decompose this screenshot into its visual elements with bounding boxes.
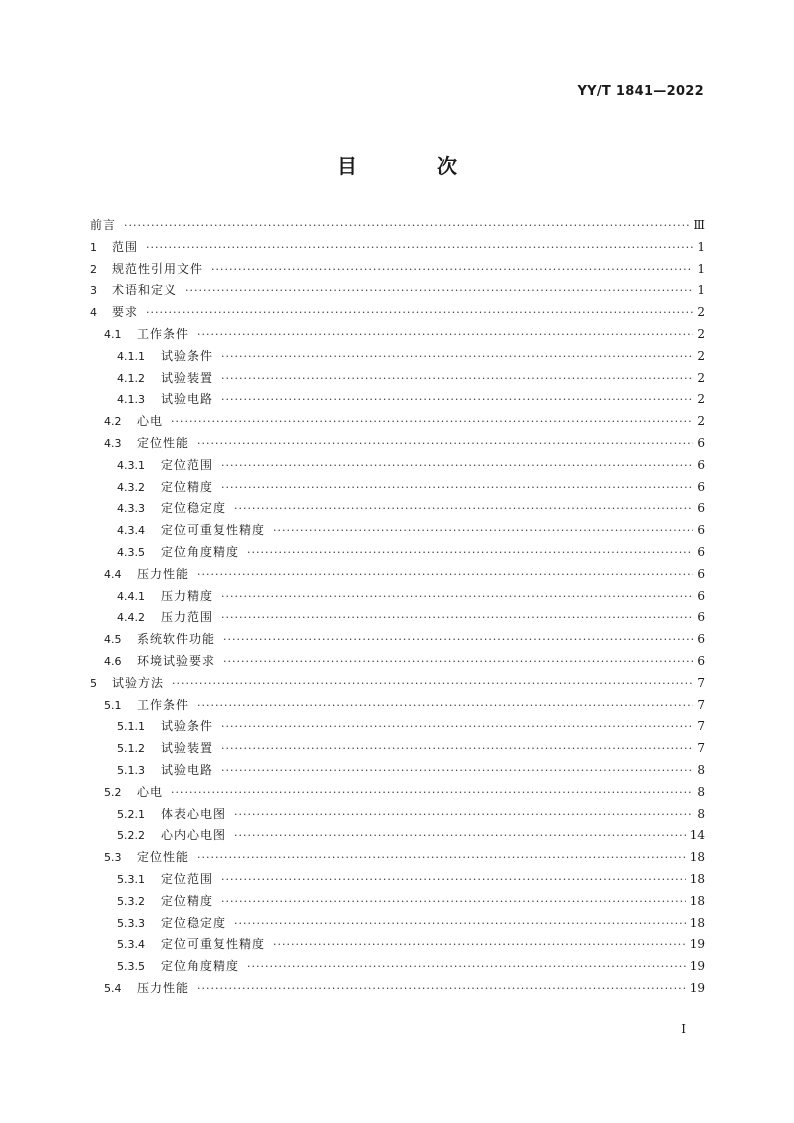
- toc-entry[interactable]: [90, 520, 705, 542]
- toc-entry[interactable]: [90, 651, 705, 673]
- toc-entry-number: 5.3.3: [117, 916, 145, 930]
- toc-leader-dots: [221, 368, 693, 390]
- toc-entry-page: 1: [697, 283, 705, 298]
- toc-entry-page: 1: [697, 239, 705, 254]
- toc-entry-number: 4.3.1: [117, 458, 145, 472]
- toc-entry[interactable]: [90, 586, 705, 608]
- toc-entry-page: 2: [697, 414, 705, 429]
- toc-entry[interactable]: [90, 324, 705, 346]
- toc-entry-label: 规范性引用文件: [112, 261, 204, 276]
- toc-entry-label: 压力范围: [161, 610, 214, 625]
- toc-entry-page: 1: [697, 261, 705, 276]
- toc-entry-page: 6: [697, 610, 705, 625]
- toc-entry-page: 7: [697, 697, 705, 712]
- toc-entry-number: 2: [90, 262, 97, 276]
- toc-entry-label: 试验电路: [161, 392, 214, 407]
- toc-entry[interactable]: [90, 716, 705, 738]
- toc-leader-dots: [234, 825, 686, 847]
- toc-entry-number: 4.1.2: [117, 371, 145, 385]
- toc-leader-dots: [211, 259, 693, 281]
- toc-entry-number: 5.2.2: [117, 829, 145, 843]
- toc-entry-page: 19: [689, 937, 705, 952]
- toc-entry-page: 8: [697, 784, 705, 799]
- toc-entry-number: 5.3: [104, 851, 122, 865]
- toc-entry-label: 试验电路: [161, 762, 214, 777]
- table-of-contents: [90, 215, 705, 1000]
- toc-leader-dots: [197, 564, 693, 586]
- toc-leader-dots: [221, 891, 686, 913]
- toc-entry-number: 4.4: [104, 567, 122, 581]
- toc-leader-dots: [273, 520, 693, 542]
- toc-entry[interactable]: [90, 738, 705, 760]
- toc-entry-label: 术语和定义: [112, 283, 178, 298]
- toc-entry-page: 6: [697, 632, 705, 647]
- toc-entry-page: 18: [689, 915, 705, 930]
- toc-entry-number: 5.1.3: [117, 763, 145, 777]
- toc-entry-label: 试验装置: [161, 741, 214, 756]
- toc-entry-number: 5.2: [104, 785, 122, 799]
- toc-leader-dots: [146, 302, 693, 324]
- toc-entry-number: 4.3.4: [117, 524, 145, 538]
- toc-entry[interactable]: [90, 302, 705, 324]
- toc-entry-label: 定位精度: [161, 479, 214, 494]
- toc-entry-number: 4.3.2: [117, 480, 145, 494]
- toc-entry[interactable]: [90, 673, 705, 695]
- toc-entry-label: 体表心电图: [161, 806, 227, 821]
- toc-entry-page: 18: [689, 871, 705, 886]
- toc-entry-label: 心内心电图: [161, 828, 227, 843]
- toc-entry-number: 4.4.1: [117, 589, 145, 603]
- toc-entry-number: 5.1.2: [117, 742, 145, 756]
- toc-entry[interactable]: [90, 259, 705, 281]
- toc-entry-page: 6: [697, 501, 705, 516]
- toc-entry[interactable]: [90, 389, 705, 411]
- toc-entry-number: 5.1: [104, 698, 122, 712]
- toc-leader-dots: [146, 237, 693, 259]
- toc-entry-label: 定位性能: [137, 850, 190, 865]
- toc-leader-dots: [197, 847, 686, 869]
- toc-entry-label: 定位角度精度: [161, 959, 240, 974]
- toc-entry-page: 18: [689, 893, 705, 908]
- toc-leader-dots: [124, 215, 689, 237]
- toc-entry-page: 8: [697, 806, 705, 821]
- toc-entry-page: 2: [697, 348, 705, 363]
- toc-entry-label: 定位范围: [161, 457, 214, 472]
- toc-entry-page: 7: [697, 719, 705, 734]
- toc-entry-label: 定位可重复性精度: [161, 937, 266, 952]
- toc-entry[interactable]: [90, 411, 705, 433]
- page-folio: Ⅰ: [681, 1022, 686, 1036]
- toc-entry-page: 6: [697, 435, 705, 450]
- toc-entry-label: 工作条件: [137, 326, 190, 341]
- toc-leader-dots: [234, 913, 686, 935]
- toc-entry-label: 系统软件功能: [137, 632, 216, 647]
- toc-entry-page: 2: [697, 326, 705, 341]
- toc-entry-label: 压力性能: [137, 566, 190, 581]
- toc-entry[interactable]: [90, 847, 705, 869]
- toc-entry-page: 7: [697, 741, 705, 756]
- toc-entry[interactable]: [90, 346, 705, 368]
- toc-leader-dots: [221, 716, 693, 738]
- toc-entry[interactable]: [90, 804, 705, 826]
- toc-entry-number: 3: [90, 284, 97, 298]
- toc-entry-label: 定位范围: [161, 871, 214, 886]
- toc-leader-dots: [221, 738, 693, 760]
- toc-entry-page: 2: [697, 305, 705, 320]
- toc-entry[interactable]: [90, 433, 705, 455]
- toc-leader-dots: [197, 433, 693, 455]
- toc-entry[interactable]: [90, 978, 705, 1000]
- toc-entry[interactable]: [90, 542, 705, 564]
- toc-entry-page: 19: [689, 980, 705, 995]
- toc-entry-number: 5.2.1: [117, 807, 145, 821]
- toc-leader-dots: [221, 346, 693, 368]
- toc-entry-number: 5.4: [104, 981, 122, 995]
- toc-entry-page: 2: [697, 370, 705, 385]
- toc-entry-page: 6: [697, 479, 705, 494]
- toc-leader-dots: [221, 477, 693, 499]
- toc-entry-label: 试验条件: [161, 348, 214, 363]
- toc-entry[interactable]: [90, 934, 705, 956]
- toc-leader-dots: [234, 804, 693, 826]
- toc-entry-label: 压力精度: [161, 588, 214, 603]
- toc-leader-dots: [171, 411, 693, 433]
- toc-entry-number: 5.3.1: [117, 872, 145, 886]
- toc-entry-number: 4.3.5: [117, 545, 145, 559]
- toc-entry-label: 心电: [137, 784, 164, 799]
- toc-leader-dots: [223, 629, 693, 651]
- toc-entry-number: 5.3.5: [117, 960, 145, 974]
- toc-entry-page: 6: [697, 523, 705, 538]
- toc-entry-label: 前言: [90, 218, 117, 232]
- toc-leader-dots: [197, 695, 693, 717]
- toc-leader-dots: [197, 978, 686, 1000]
- toc-entry[interactable]: [90, 498, 705, 520]
- toc-entry-page: 19: [689, 959, 705, 974]
- toc-entry-number: 4.1: [104, 327, 122, 341]
- toc-entry[interactable]: [90, 215, 705, 237]
- toc-entry-number: 4.2: [104, 415, 122, 429]
- toc-entry[interactable]: [90, 607, 705, 629]
- toc-entry-page: 7: [697, 675, 705, 690]
- toc-entry[interactable]: [90, 913, 705, 935]
- toc-leader-dots: [221, 455, 693, 477]
- toc-leader-dots: [171, 782, 693, 804]
- toc-entry-label: 试验方法: [112, 675, 165, 690]
- toc-entry-number: 4.3: [104, 436, 122, 450]
- toc-entry[interactable]: [90, 629, 705, 651]
- toc-entry-label: 试验条件: [161, 719, 214, 734]
- toc-entry[interactable]: [90, 455, 705, 477]
- toc-leader-dots: [223, 651, 693, 673]
- toc-entry-page: 6: [697, 457, 705, 472]
- toc-entry-number: 4.1.1: [117, 349, 145, 363]
- toc-entry-page: Ⅲ: [693, 218, 705, 232]
- toc-entry[interactable]: [90, 891, 705, 913]
- toc-entry-page: 6: [697, 588, 705, 603]
- toc-entry-label: 压力性能: [137, 980, 190, 995]
- toc-entry-label: 定位精度: [161, 893, 214, 908]
- toc-entry-page: 6: [697, 566, 705, 581]
- toc-entry-number: 5.1.1: [117, 720, 145, 734]
- toc-entry-number: 4.5: [104, 633, 122, 647]
- toc-entry-page: 18: [689, 850, 705, 865]
- toc-leader-dots: [172, 673, 693, 695]
- toc-entry-page: 2: [697, 392, 705, 407]
- toc-entry-label: 定位稳定度: [161, 915, 227, 930]
- toc-entry[interactable]: [90, 825, 705, 847]
- toc-entry-number: 4.4.2: [117, 611, 145, 625]
- toc-entry[interactable]: [90, 237, 705, 259]
- toc-leader-dots: [273, 934, 686, 956]
- toc-entry[interactable]: [90, 564, 705, 586]
- toc-leader-dots: [234, 498, 693, 520]
- toc-entry-number: 4.3.3: [117, 502, 145, 516]
- toc-leader-dots: [221, 586, 693, 608]
- toc-entry-number: 4.1.3: [117, 393, 145, 407]
- toc-entry-label: 定位角度精度: [161, 544, 240, 559]
- toc-leader-dots: [221, 760, 693, 782]
- toc-entry-number: 5.3.4: [117, 938, 145, 952]
- standard-code: YY/T 1841—2022: [577, 84, 704, 99]
- toc-entry[interactable]: [90, 956, 705, 978]
- toc-entry-label: 范围: [112, 239, 139, 254]
- toc-leader-dots: [221, 607, 693, 629]
- toc-entry[interactable]: [90, 695, 705, 717]
- toc-entry-number: 5.3.2: [117, 894, 145, 908]
- toc-entry[interactable]: [90, 782, 705, 804]
- toc-entry[interactable]: [90, 368, 705, 390]
- toc-entry-label: 心电: [137, 414, 164, 429]
- toc-entry-number: 4.6: [104, 654, 122, 668]
- toc-entry-label: 环境试验要求: [137, 653, 216, 668]
- toc-leader-dots: [221, 869, 686, 891]
- toc-entry-label: 要求: [112, 305, 139, 320]
- toc-leader-dots: [247, 956, 686, 978]
- toc-entry-number: 1: [90, 240, 97, 254]
- toc-entry-number: 4: [90, 306, 97, 320]
- toc-leader-dots: [197, 324, 693, 346]
- toc-entry[interactable]: [90, 869, 705, 891]
- toc-entry-label: 定位可重复性精度: [161, 523, 266, 538]
- toc-entry-page: 6: [697, 544, 705, 559]
- toc-entry-number: 5: [90, 676, 97, 690]
- toc-leader-dots: [247, 542, 693, 564]
- toc-entry-page: 6: [697, 653, 705, 668]
- toc-entry[interactable]: [90, 760, 705, 782]
- toc-entry[interactable]: [90, 477, 705, 499]
- toc-leader-dots: [185, 280, 693, 302]
- toc-entry-label: 试验装置: [161, 370, 214, 385]
- toc-entry-label: 工作条件: [137, 697, 190, 712]
- toc-entry[interactable]: [90, 280, 705, 302]
- toc-entry-label: 定位性能: [137, 435, 190, 450]
- page-title: 目 次: [337, 154, 487, 178]
- toc-entry-page: 14: [689, 828, 705, 843]
- toc-leader-dots: [221, 389, 693, 411]
- toc-entry-page: 8: [697, 762, 705, 777]
- toc-entry-label: 定位稳定度: [161, 501, 227, 516]
